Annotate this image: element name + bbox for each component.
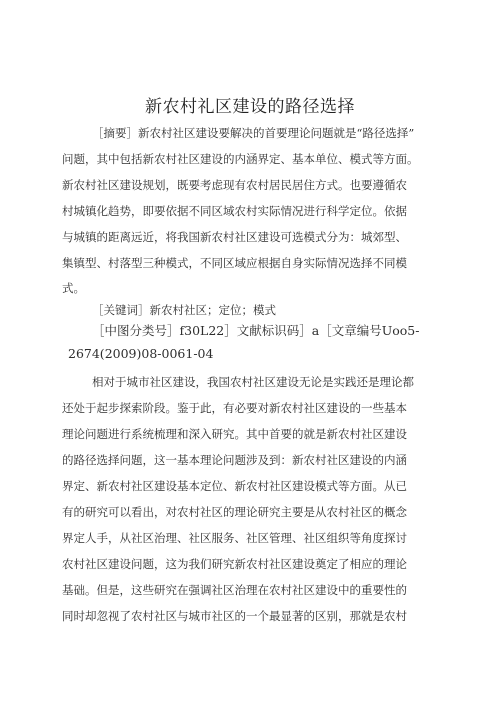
abstract-line: 新农村社区建设规划，既要考虑现有农村居民居住方式。也要遵循农 [62,178,407,192]
document-title: 新农村礼区建设的路径选择 [145,97,355,117]
body-line: 相对于城市社区建设，我国农村社区建设无论是实践还是理论都 [92,375,414,389]
body-line: 理论问题进行系统梳理和深入研究。其中首要的就是新农村社区建设 [62,427,407,441]
keywords-line: ［关键词］新农村社区；定位；模式 [92,303,276,317]
classification-line: 2674(2009)08-0061-04 [68,346,214,361]
body-line: 界定、新农村社区建设基本定位、新农村社区建设模式等方面。从已 [62,479,407,493]
abstract-line: 问题，其中包括新农村社区建设的内涵界定、基本单位、模式等方面。 [62,152,419,166]
abstract-line: ［摘要］新农村社区建设要解决的首要理论问题就是“路径选择” [92,126,415,140]
body-line: 的路径选择问题，这一基本理论问题涉及到：新农村社区建设的内涵 [62,453,407,467]
abstract-line: 式。 [62,281,85,295]
body-line: 农村社区建设问题，这为我们研究新农村社区建设奠定了相应的理论 [62,557,407,571]
body-line: 还处于起步探索阶段。鉴于此，有必要对新农村社区建设的一些基本 [62,401,407,415]
abstract-line: 集镇型、村落型三种模式，不同区域应根据自身实际情况选择不同模 [62,256,407,270]
body-line: 同时却忽视了农村社区与城市社区的一个最显著的区别，那就是农村 [62,609,407,623]
abstract-line: 与城镇的距离远近，将我国新农村社区建设可选模式分为：城郊型、 [62,230,407,244]
body-line: 有的研究可以看出，对农村社区的理论研究主要是从农村社区的概念 [62,505,407,519]
body-line: 基础。但是，这些研究在强调社区治理在农村社区建设中的重要性的 [62,583,407,597]
body-line: 界定人手，从社区治理、社区服务、社区管理、社区组织等角度探讨 [62,531,407,545]
classification-line: ［中图分类号］f30L22］文献标识码］a［文章编号Uoo5- [92,323,420,338]
abstract-line: 村城镇化趋势，即要依据不同区域农村实际情况进行科学定位。依据 [62,204,407,218]
